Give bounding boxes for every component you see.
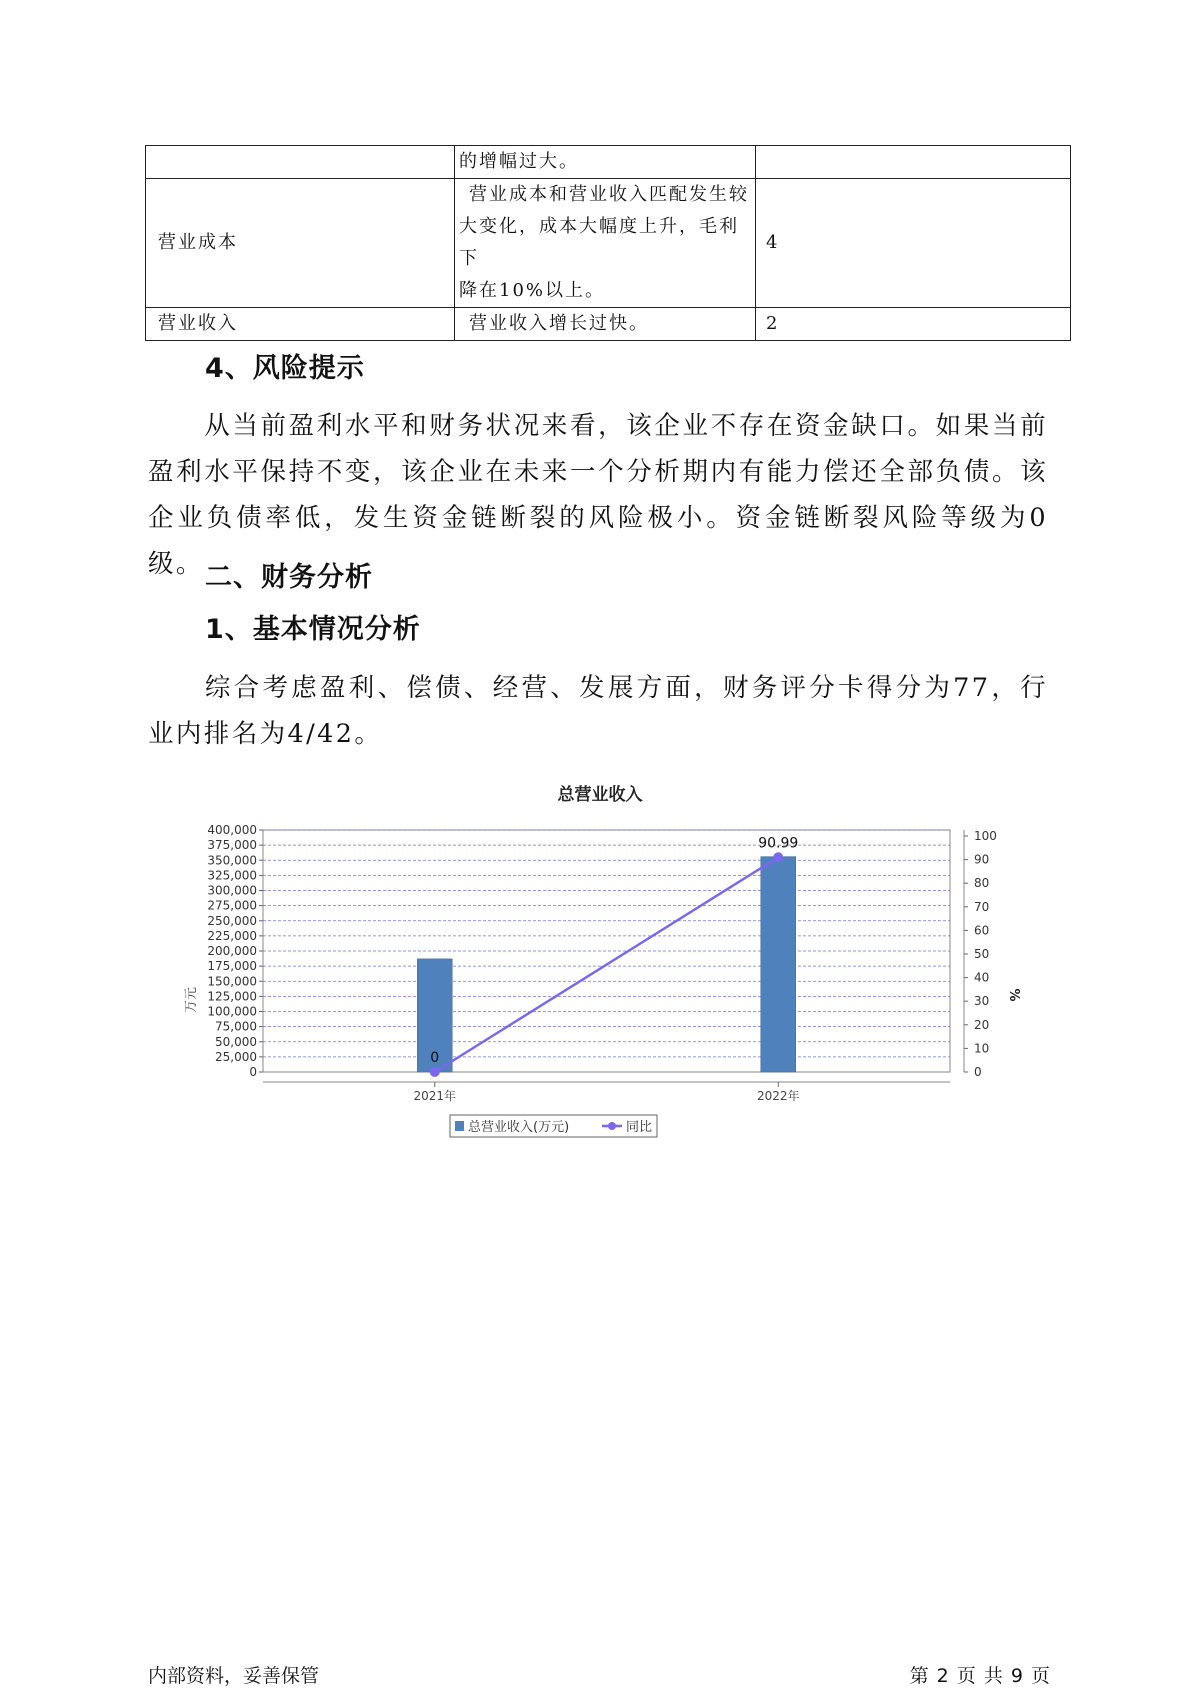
y2-axis-label: % bbox=[1006, 988, 1021, 1002]
table-cell-count: 2 bbox=[756, 308, 1071, 341]
y-tick-label: 25,000 bbox=[215, 1049, 257, 1064]
legend-bar-label: 总营业收入(万元) bbox=[468, 1120, 570, 1135]
y-tick-label: 175,000 bbox=[207, 959, 257, 974]
y-tick-label: 200,000 bbox=[207, 944, 257, 958]
y2-tick-label: 90 bbox=[974, 852, 990, 867]
yoy-data-label: 90.99 bbox=[758, 835, 799, 852]
y-tick-label: 75,000 bbox=[215, 1019, 257, 1034]
description-line: 营业收入增长过快。 bbox=[469, 313, 649, 334]
risk-paragraph-text: 从当前盈利水平和财务状况来看，该企业不存在资金缺口。如果当前盈利水平保持不变，该企业在未来一个分析期内有能力偿还全部负债。该企业负债率低，发生资金链断裂的风险极小。资金链断裂风险等级为0级。 bbox=[148, 411, 1048, 579]
y-tick-label: 350,000 bbox=[207, 853, 257, 868]
risk-heading: 4、风险提示 bbox=[205, 353, 365, 384]
table-cell-description bbox=[455, 308, 756, 341]
revenue-bar bbox=[761, 857, 796, 1072]
finance-heading: 二、财务分析 bbox=[205, 562, 373, 593]
yoy-point bbox=[430, 1067, 440, 1077]
table-cell-description bbox=[455, 179, 756, 308]
legend-line-marker bbox=[608, 1122, 616, 1130]
yoy-point bbox=[773, 852, 783, 862]
y2-tick-label: 10 bbox=[974, 1041, 990, 1056]
y2-tick-label: 40 bbox=[974, 970, 990, 985]
description-line: 营业成本和营业收入匹配发生较 bbox=[469, 184, 749, 205]
y2-tick-label: 0 bbox=[974, 1065, 982, 1079]
table-row bbox=[146, 146, 1071, 179]
basic-analysis-heading: 1、基本情况分析 bbox=[205, 614, 421, 645]
legend-bar-swatch bbox=[455, 1121, 464, 1131]
y2-tick-label: 80 bbox=[974, 876, 990, 891]
yoy-data-label: 0 bbox=[430, 1050, 440, 1066]
legend-line-label: 同比 bbox=[626, 1120, 653, 1135]
description-line: 降在10%以上。 bbox=[459, 280, 606, 301]
y-tick-label: 325,000 bbox=[207, 868, 257, 883]
y2-tick-label: 20 bbox=[974, 1017, 990, 1032]
table-cell-count bbox=[756, 146, 1071, 179]
risk-table bbox=[145, 145, 1071, 341]
footer-confidential: 内部资料，妥善保管 bbox=[148, 1665, 320, 1687]
y-tick-label: 150,000 bbox=[207, 974, 257, 989]
y2-tick-label: 50 bbox=[974, 947, 990, 961]
yoy-line bbox=[435, 857, 779, 1072]
revenue-chart bbox=[170, 770, 1030, 1240]
y2-tick-label: 60 bbox=[974, 923, 990, 938]
y-tick-label: 125,000 bbox=[207, 989, 257, 1004]
y-tick-label: 250,000 bbox=[207, 913, 257, 928]
y-tick-label: 0 bbox=[249, 1065, 257, 1079]
description-line: 大变化，成本大幅度上升，毛利下 bbox=[459, 216, 739, 269]
x-tick-label: 2022年 bbox=[756, 1089, 800, 1103]
basic-analysis-paragraph bbox=[148, 665, 1048, 757]
y-tick-label: 50,000 bbox=[215, 1034, 257, 1049]
table-cell-count: 4 bbox=[756, 179, 1071, 308]
y-tick-label: 375,000 bbox=[207, 838, 257, 853]
table-row bbox=[146, 179, 1071, 308]
y-tick-label: 300,000 bbox=[207, 883, 257, 898]
y-tick-label: 225,000 bbox=[207, 928, 257, 943]
y-tick-label: 100,000 bbox=[207, 1004, 257, 1019]
y-tick-label: 275,000 bbox=[207, 898, 257, 913]
plot-frame bbox=[263, 830, 950, 1072]
y2-tick-label: 100 bbox=[974, 829, 997, 843]
x-tick-label: 2021年 bbox=[413, 1089, 457, 1103]
description-line: 的增幅过大。 bbox=[459, 151, 579, 172]
table-cell-item: 营业收入 bbox=[146, 308, 455, 341]
table-cell-item bbox=[146, 146, 455, 179]
y-axis-label: 万元 bbox=[184, 986, 199, 1014]
y-tick-label: 400,000 bbox=[207, 823, 257, 837]
chart-title: 总营业收入 bbox=[557, 785, 643, 805]
y2-tick-label: 70 bbox=[974, 899, 990, 914]
table-cell-description bbox=[455, 146, 756, 179]
y2-tick-label: 30 bbox=[974, 994, 990, 1009]
table-row bbox=[146, 308, 1071, 341]
footer-page-number: 第 2 页 共 9 页 bbox=[909, 1665, 1051, 1687]
basic-analysis-paragraph-text: 综合考虑盈利、偿债、经营、发展方面，财务评分卡得分为77，行业内排名为4/42。 bbox=[148, 673, 1048, 749]
table-cell-item: 营业成本 bbox=[146, 179, 455, 308]
